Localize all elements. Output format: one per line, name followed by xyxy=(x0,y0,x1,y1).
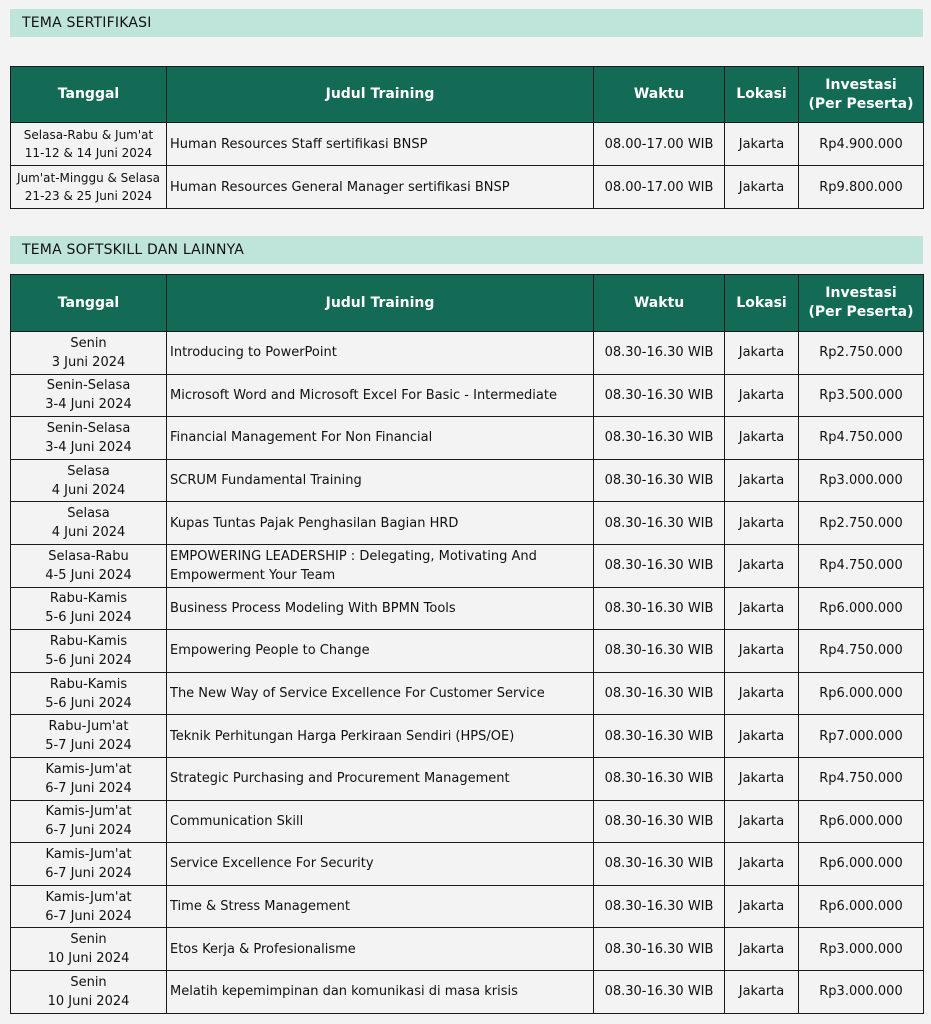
training-title: Communication Skill xyxy=(167,800,594,843)
date-value: 5-6 Juni 2024 xyxy=(45,695,132,711)
section-title-sertifikasi: TEMA SERTIFIKASI xyxy=(10,9,923,37)
date-cell xyxy=(11,970,167,1013)
training-title: Empowering People to Change xyxy=(167,630,594,673)
header-title: Judul Training xyxy=(167,67,594,123)
training-price: Rp6.000.000 xyxy=(799,885,924,928)
training-time: 08.00-17.00 WIB xyxy=(594,123,725,166)
training-price: Rp6.000.000 xyxy=(799,843,924,886)
training-title: Melatih kepemimpinan dan komunikasi di masa krisis xyxy=(167,970,594,1013)
training-location: Jakarta xyxy=(725,374,799,417)
date-cell xyxy=(11,332,167,375)
date-value: 21-23 & 25 Juni 2024 xyxy=(24,189,153,203)
training-time: 08.30-16.30 WIB xyxy=(594,928,725,971)
training-title: Etos Kerja & Profesionalisme xyxy=(167,928,594,971)
training-title: Business Process Modeling With BPMN Tools xyxy=(167,587,594,630)
header-price-line2: (Per Peserta) xyxy=(808,95,914,112)
date-cell xyxy=(11,544,167,587)
table-row xyxy=(11,630,924,673)
date-days: Selasa xyxy=(67,463,110,479)
table-row xyxy=(11,757,924,800)
date-value: 10 Juni 2024 xyxy=(47,993,130,1009)
training-location: Jakarta xyxy=(725,459,799,502)
training-title: Financial Management For Non Financial xyxy=(167,417,594,460)
header-price xyxy=(799,67,924,123)
training-time: 08.30-16.30 WIB xyxy=(594,630,725,673)
date-days: Selasa-Rabu & Jum'at xyxy=(23,128,154,142)
date-days: Jum'at-Minggu & Selasa xyxy=(17,171,160,185)
training-title: Strategic Purchasing and Procurement Management xyxy=(167,757,594,800)
date-days: Rabu-Kamis xyxy=(49,676,128,692)
date-days: Kamis-Jum'at xyxy=(45,761,132,777)
table-row xyxy=(11,970,924,1013)
date-value: 6-7 Juni 2024 xyxy=(45,908,132,924)
date-value: 6-7 Juni 2024 xyxy=(45,865,132,881)
training-time: 08.30-16.30 WIB xyxy=(594,800,725,843)
training-location: Jakarta xyxy=(725,715,799,758)
date-days: Selasa xyxy=(67,506,110,522)
training-title: Human Resources Staff sertifikasi BNSP xyxy=(167,123,594,166)
table-row xyxy=(11,166,924,209)
training-location: Jakarta xyxy=(725,757,799,800)
date-cell xyxy=(11,417,167,460)
training-title-line2: Empowerment Your Team xyxy=(170,567,336,583)
date-value: 3-4 Juni 2024 xyxy=(45,439,132,455)
date-value: 4 Juni 2024 xyxy=(51,482,126,498)
date-value: 3-4 Juni 2024 xyxy=(45,397,132,413)
date-value: 5-6 Juni 2024 xyxy=(45,610,132,626)
training-location: Jakarta xyxy=(725,928,799,971)
training-location: Jakarta xyxy=(725,502,799,545)
date-days: Senin-Selasa xyxy=(46,378,131,394)
training-location: Jakarta xyxy=(725,166,799,209)
training-location: Jakarta xyxy=(725,544,799,587)
table-row xyxy=(11,587,924,630)
table-row xyxy=(11,800,924,843)
header-time: Waktu xyxy=(594,67,725,123)
section-title-softskill: TEMA SOFTSKILL DAN LAINNYA xyxy=(10,236,923,264)
date-days: Senin-Selasa xyxy=(46,420,131,436)
training-time: 08.30-16.30 WIB xyxy=(594,757,725,800)
table-row xyxy=(11,928,924,971)
table-row xyxy=(11,885,924,928)
date-cell xyxy=(11,757,167,800)
training-time: 08.30-16.30 WIB xyxy=(594,332,725,375)
training-price: Rp4.900.000 xyxy=(799,123,924,166)
training-location: Jakarta xyxy=(725,800,799,843)
training-price: Rp4.750.000 xyxy=(799,757,924,800)
table-row xyxy=(11,843,924,886)
table-row xyxy=(11,672,924,715)
training-time: 08.30-16.30 WIB xyxy=(594,843,725,886)
training-title: The New Way of Service Excellence For Customer Service xyxy=(167,672,594,715)
date-days: Kamis-Jum'at xyxy=(45,804,132,820)
training-location: Jakarta xyxy=(725,843,799,886)
date-cell xyxy=(11,928,167,971)
training-title: Microsoft Word and Microsoft Excel For Basic - Intermediate xyxy=(167,374,594,417)
table-header-row xyxy=(11,275,924,332)
table-row xyxy=(11,374,924,417)
date-days: Senin xyxy=(70,974,107,990)
date-days: Selasa-Rabu xyxy=(48,548,129,564)
training-location: Jakarta xyxy=(725,417,799,460)
header-time: Waktu xyxy=(594,275,725,332)
training-title: Kupas Tuntas Pajak Penghasilan Bagian HRD xyxy=(167,502,594,545)
training-price: Rp6.000.000 xyxy=(799,672,924,715)
date-days: Rabu-Kamis xyxy=(49,633,128,649)
training-price: Rp3.000.000 xyxy=(799,970,924,1013)
training-title: SCRUM Fundamental Training xyxy=(167,459,594,502)
training-price: Rp4.750.000 xyxy=(799,417,924,460)
training-price: Rp7.000.000 xyxy=(799,715,924,758)
training-title-line1: EMPOWERING LEADERSHIP : Delegating, Motivating And xyxy=(170,548,537,564)
training-location: Jakarta xyxy=(725,970,799,1013)
header-location: Lokasi xyxy=(725,275,799,332)
training-price: Rp6.000.000 xyxy=(799,587,924,630)
training-time: 08.30-16.30 WIB xyxy=(594,715,725,758)
header-date: Tanggal xyxy=(11,67,167,123)
table-row xyxy=(11,544,924,587)
date-value: 3 Juni 2024 xyxy=(51,354,126,370)
date-cell xyxy=(11,843,167,886)
training-title: Human Resources General Manager sertifikasi BNSP xyxy=(167,166,594,209)
training-location: Jakarta xyxy=(725,332,799,375)
table-row xyxy=(11,123,924,166)
date-cell xyxy=(11,630,167,673)
table-row xyxy=(11,715,924,758)
training-time: 08.30-16.30 WIB xyxy=(594,374,725,417)
training-title: Introducing to PowerPoint xyxy=(167,332,594,375)
header-location: Lokasi xyxy=(725,67,799,123)
training-location: Jakarta xyxy=(725,123,799,166)
date-value: 11-12 & 14 Juni 2024 xyxy=(24,146,153,160)
date-cell xyxy=(11,587,167,630)
training-price: Rp3.000.000 xyxy=(799,459,924,502)
date-days: Senin xyxy=(70,335,107,351)
training-price: Rp6.000.000 xyxy=(799,800,924,843)
date-value: 6-7 Juni 2024 xyxy=(45,823,132,839)
date-value: 4-5 Juni 2024 xyxy=(45,567,132,583)
date-cell xyxy=(11,166,167,209)
training-time: 08.30-16.30 WIB xyxy=(594,885,725,928)
date-cell xyxy=(11,885,167,928)
date-value: 5-6 Juni 2024 xyxy=(45,652,132,668)
training-time: 08.30-16.30 WIB xyxy=(594,502,725,545)
training-time: 08.30-16.30 WIB xyxy=(594,587,725,630)
date-cell xyxy=(11,459,167,502)
header-price-line2: (Per Peserta) xyxy=(808,304,914,320)
date-cell xyxy=(11,502,167,545)
date-cell xyxy=(11,374,167,417)
softskill-training-table xyxy=(10,274,924,1014)
training-location: Jakarta xyxy=(725,587,799,630)
training-price: Rp3.000.000 xyxy=(799,928,924,971)
training-price: Rp3.500.000 xyxy=(799,374,924,417)
date-days: Rabu-Jum'at xyxy=(48,719,129,735)
table-row xyxy=(11,417,924,460)
training-title: Teknik Perhitungan Harga Perkiraan Sendiri (HPS/OE) xyxy=(167,715,594,758)
date-cell xyxy=(11,672,167,715)
header-price-line1: Investasi xyxy=(825,285,897,301)
training-price: Rp4.750.000 xyxy=(799,630,924,673)
training-time: 08.30-16.30 WIB xyxy=(594,417,725,460)
training-location: Jakarta xyxy=(725,885,799,928)
training-price: Rp2.750.000 xyxy=(799,332,924,375)
training-title xyxy=(167,544,594,587)
training-title: Time & Stress Management xyxy=(167,885,594,928)
table-row xyxy=(11,332,924,375)
training-time: 08.30-16.30 WIB xyxy=(594,459,725,502)
training-location: Jakarta xyxy=(725,672,799,715)
table-row xyxy=(11,459,924,502)
training-time: 08.30-16.30 WIB xyxy=(594,544,725,587)
table-row xyxy=(11,502,924,545)
header-price xyxy=(799,275,924,332)
date-cell xyxy=(11,800,167,843)
date-cell xyxy=(11,123,167,166)
training-title: Service Excellence For Security xyxy=(167,843,594,886)
header-date: Tanggal xyxy=(11,275,167,332)
table-header-row xyxy=(11,67,924,123)
date-value: 4 Juni 2024 xyxy=(51,525,126,541)
training-price: Rp9.800.000 xyxy=(799,166,924,209)
header-title: Judul Training xyxy=(167,275,594,332)
date-value: 10 Juni 2024 xyxy=(47,951,130,967)
training-price: Rp2.750.000 xyxy=(799,502,924,545)
training-location: Jakarta xyxy=(725,630,799,673)
date-days: Kamis-Jum'at xyxy=(45,889,132,905)
date-days: Senin xyxy=(70,932,107,948)
training-time: 08.30-16.30 WIB xyxy=(594,970,725,1013)
date-value: 5-7 Juni 2024 xyxy=(45,738,132,754)
date-days: Kamis-Jum'at xyxy=(45,846,132,862)
header-price-line1: Investasi xyxy=(825,76,897,93)
date-cell xyxy=(11,715,167,758)
training-price: Rp4.750.000 xyxy=(799,544,924,587)
date-days: Rabu-Kamis xyxy=(49,591,128,607)
date-value: 6-7 Juni 2024 xyxy=(45,780,132,796)
training-time: 08.30-16.30 WIB xyxy=(594,672,725,715)
training-time: 08.00-17.00 WIB xyxy=(594,166,725,209)
certification-training-table xyxy=(10,66,924,209)
